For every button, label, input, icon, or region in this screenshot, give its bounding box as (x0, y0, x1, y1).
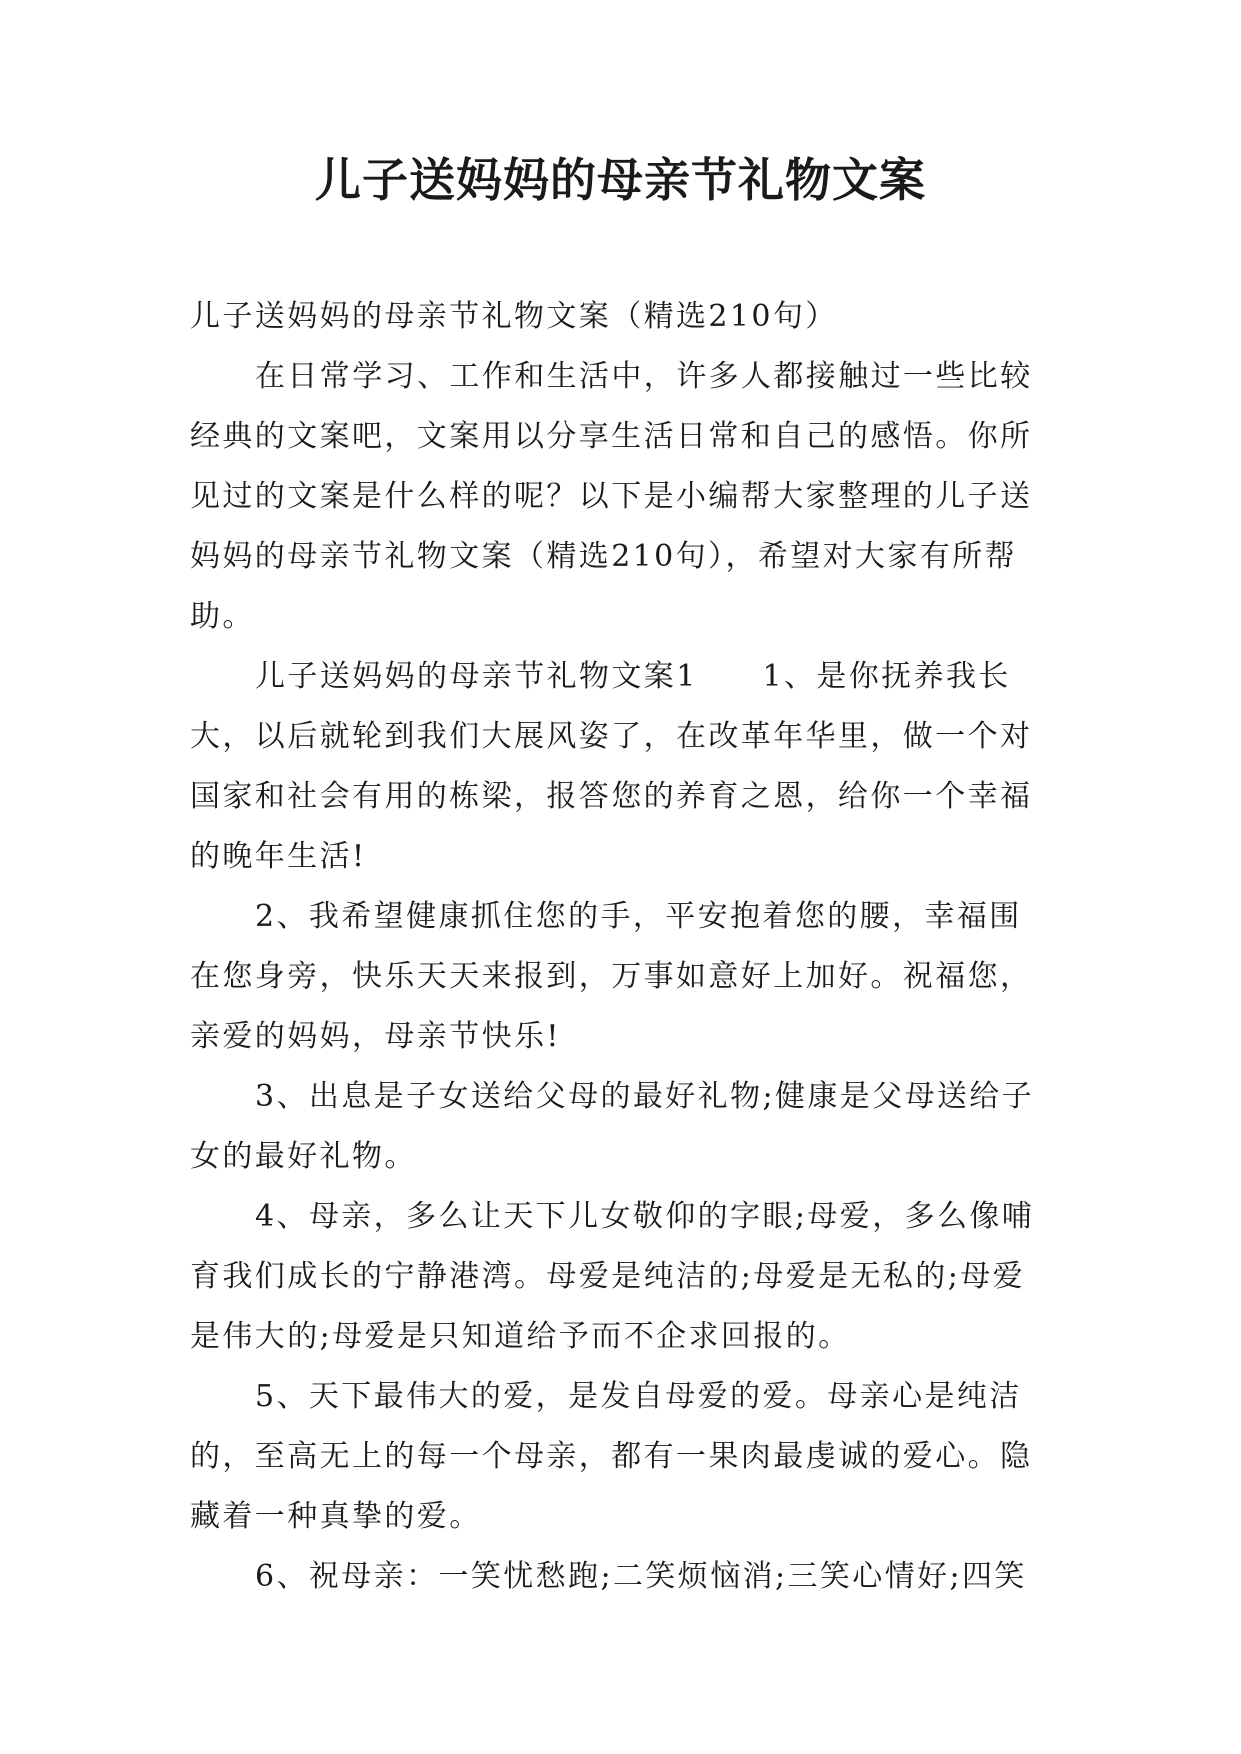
quote-paragraph-3: 3、出息是子女送给父母的最好礼物;健康是父母送给子女的最好礼物。 (190, 1079, 1035, 1174)
intro-paragraph: 在日常学习、工作和生活中，许多人都接触过一些比较经典的文案吧，文案用以分享生活日常和自己的感悟。你所见过的文案是什么样的呢？以下是小编帮大家整理的儿子送妈妈的母亲节礼物文案（精选210句），希望对大家有所帮助。 (190, 359, 1033, 634)
quote-paragraph-2: 2、我希望健康抓住您的手，平安抱着您的腰，幸福围在您身旁，快乐天天来报到，万事如意好上加好。祝福您，亲爱的妈妈，母亲节快乐! (190, 899, 1033, 1054)
quote-paragraph-1: 儿子送妈妈的母亲节礼物文案1 1、是你抚养我长大，以后就轮到我们大展风姿了，在改革年华里，做一个对国家和社会有用的栋梁，报答您的养育之恩，给你一个幸福的晚年生活! (190, 659, 1033, 874)
document-title: 儿子送妈妈的母亲节礼物文案 (315, 153, 926, 207)
quote-paragraph-4: 4、母亲，多么让天下儿女敬仰的字眼;母爱，多么像哺育我们成长的宁静港湾。母爱是纯洁的;母爱是无私的;母爱是伟大的;母爱是只知道给予而不企求回报的。 (190, 1199, 1035, 1354)
quote-paragraph-5: 5、天下最伟大的爱，是发自母爱的爱。母亲心是纯洁的，至高无上的每一个母亲，都有一果肉最虔诚的爱心。隐藏着一种真挚的爱。 (190, 1379, 1033, 1534)
document-body (190, 287, 1050, 1607)
subtitle-paragraph: 儿子送妈妈的母亲节礼物文案（精选210句） (190, 299, 838, 334)
quote-paragraph-6: 6、祝母亲：一笑忧愁跑;二笑烦恼消;三笑心情好;四笑 (255, 1559, 1027, 1594)
